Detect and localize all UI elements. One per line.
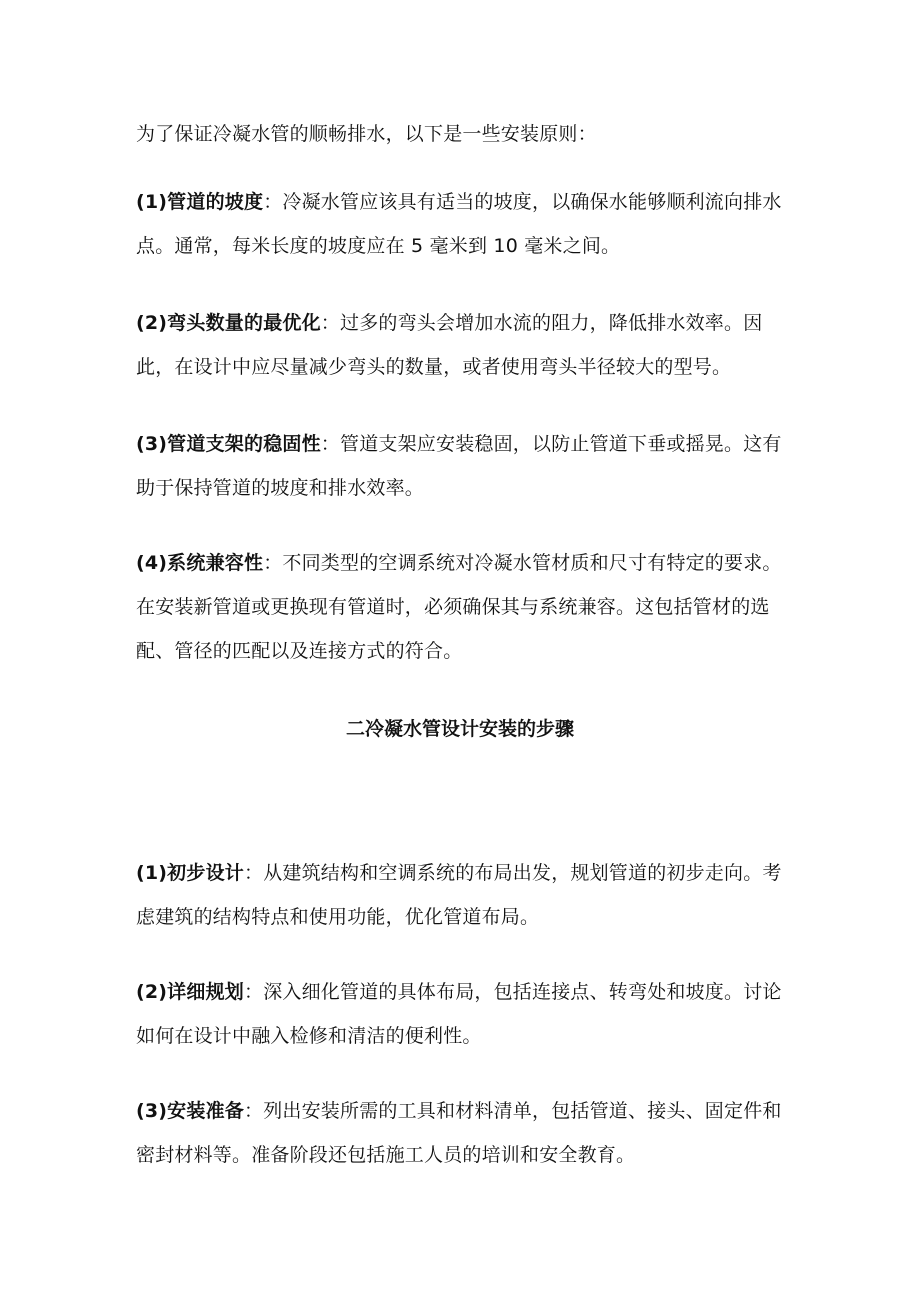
step-text: ：从建筑结构和空调系统的布局出发，规划管道的初步走向。考虑建筑的结构特点和使用功能，优化管道布局。 (136, 862, 782, 928)
principle-paragraph (136, 301, 788, 389)
step-paragraph (136, 851, 788, 939)
step-paragraph (136, 1089, 788, 1177)
step-lead: (1)初步设计 (136, 862, 244, 884)
section-heading: 二冷凝水管设计安装的步骤 (345, 718, 574, 740)
principle-paragraph (136, 422, 788, 510)
step-lead: (3)安装准备 (136, 1100, 244, 1122)
step-paragraph (136, 970, 788, 1058)
principle-lead: (3)管道支架的稳固性 (136, 433, 321, 455)
principle-text: ：过多的弯头会增加水流的阻力，降低排水效率。因此，在设计中应尽量减少弯头的数量，或者使用弯头半径较大的型号。 (136, 312, 763, 378)
principle-paragraph (136, 541, 788, 673)
step-lead: (2)详细规划 (136, 981, 244, 1003)
principle-lead: (1)管道的坡度 (136, 191, 264, 213)
principle-lead: (2)弯头数量的最优化 (136, 312, 321, 334)
step-text: ：列出安装所需的工具和材料清单，包括管道、接头、固定件和密封材料等。准备阶段还包括施工人员的培训和安全教育。 (136, 1100, 782, 1166)
principle-text: ：管道支架应安装稳固，以防止管道下垂或摇晃。这有助于保持管道的坡度和排水效率。 (136, 433, 782, 499)
principle-text: ：不同类型的空调系统对冷凝水管材质和尺寸有特定的要求。在安装新管道或更换现有管道时，必须确保其与系统兼容。这包括管材的选配、管径的匹配以及连接方式的符合。 (136, 552, 782, 662)
principle-paragraph (136, 180, 788, 268)
principle-lead: (4)系统兼容性 (136, 552, 264, 574)
principle-text: ：冷凝水管应该具有适当的坡度，以确保水能够顺利流向排水点。通常，每米长度的坡度应在 5 毫米到 10 毫米之间。 (136, 191, 782, 257)
intro-paragraph: 为了保证冷凝水管的顺畅排水，以下是一些安装原则： (136, 123, 597, 145)
step-text: ：深入细化管道的具体布局，包括连接点、转弯处和坡度。讨论如何在设计中融入检修和清洁的便利性。 (136, 981, 782, 1047)
